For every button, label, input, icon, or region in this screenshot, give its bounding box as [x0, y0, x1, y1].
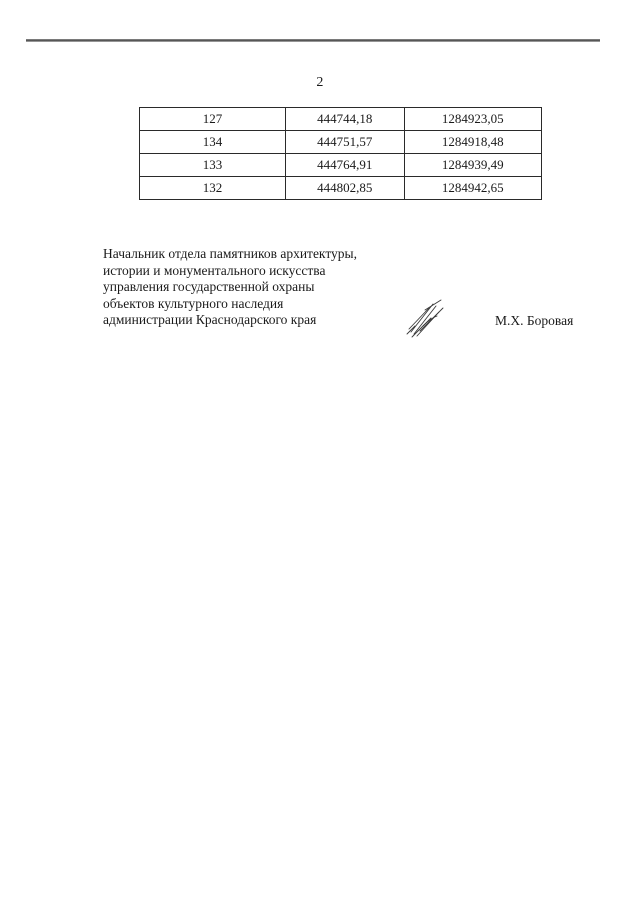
- x-coordinate-cell: 444764,91: [286, 154, 405, 177]
- table-row: [140, 177, 542, 200]
- x-coordinate-cell: 444751,57: [286, 131, 405, 154]
- position-line: администрации Краснодарского края: [103, 312, 317, 327]
- y-coordinate-cell: 1284918,48: [404, 131, 541, 154]
- position-line: Начальник отдела памятников архитектуры,: [103, 246, 357, 261]
- position-line: управления государственной охраны: [103, 279, 315, 294]
- table-row: [140, 108, 542, 131]
- handwritten-signature: [403, 296, 449, 340]
- signatory-position: [103, 246, 403, 329]
- table-row: [140, 154, 542, 177]
- point-number-cell: 134: [140, 131, 286, 154]
- scan-top-rule: [26, 39, 600, 42]
- y-coordinate-cell: 1284942,65: [404, 177, 541, 200]
- position-line: объектов культурного наследия: [103, 295, 284, 311]
- x-coordinate-cell: 444744,18: [286, 108, 405, 131]
- y-coordinate-cell: 1284923,05: [404, 108, 541, 131]
- position-line: истории и монументального искусства: [103, 262, 326, 278]
- point-number-cell: 133: [140, 154, 286, 177]
- y-coordinate-cell: 1284939,49: [404, 154, 541, 177]
- point-number-cell: 127: [140, 108, 286, 131]
- point-number-cell: 132: [140, 177, 286, 200]
- coordinates-table: [139, 107, 542, 200]
- signer-name: М.Х. Боровая: [495, 313, 574, 328]
- page-number: 2: [316, 75, 324, 90]
- table-row: [140, 131, 542, 154]
- x-coordinate-cell: 444802,85: [286, 177, 405, 200]
